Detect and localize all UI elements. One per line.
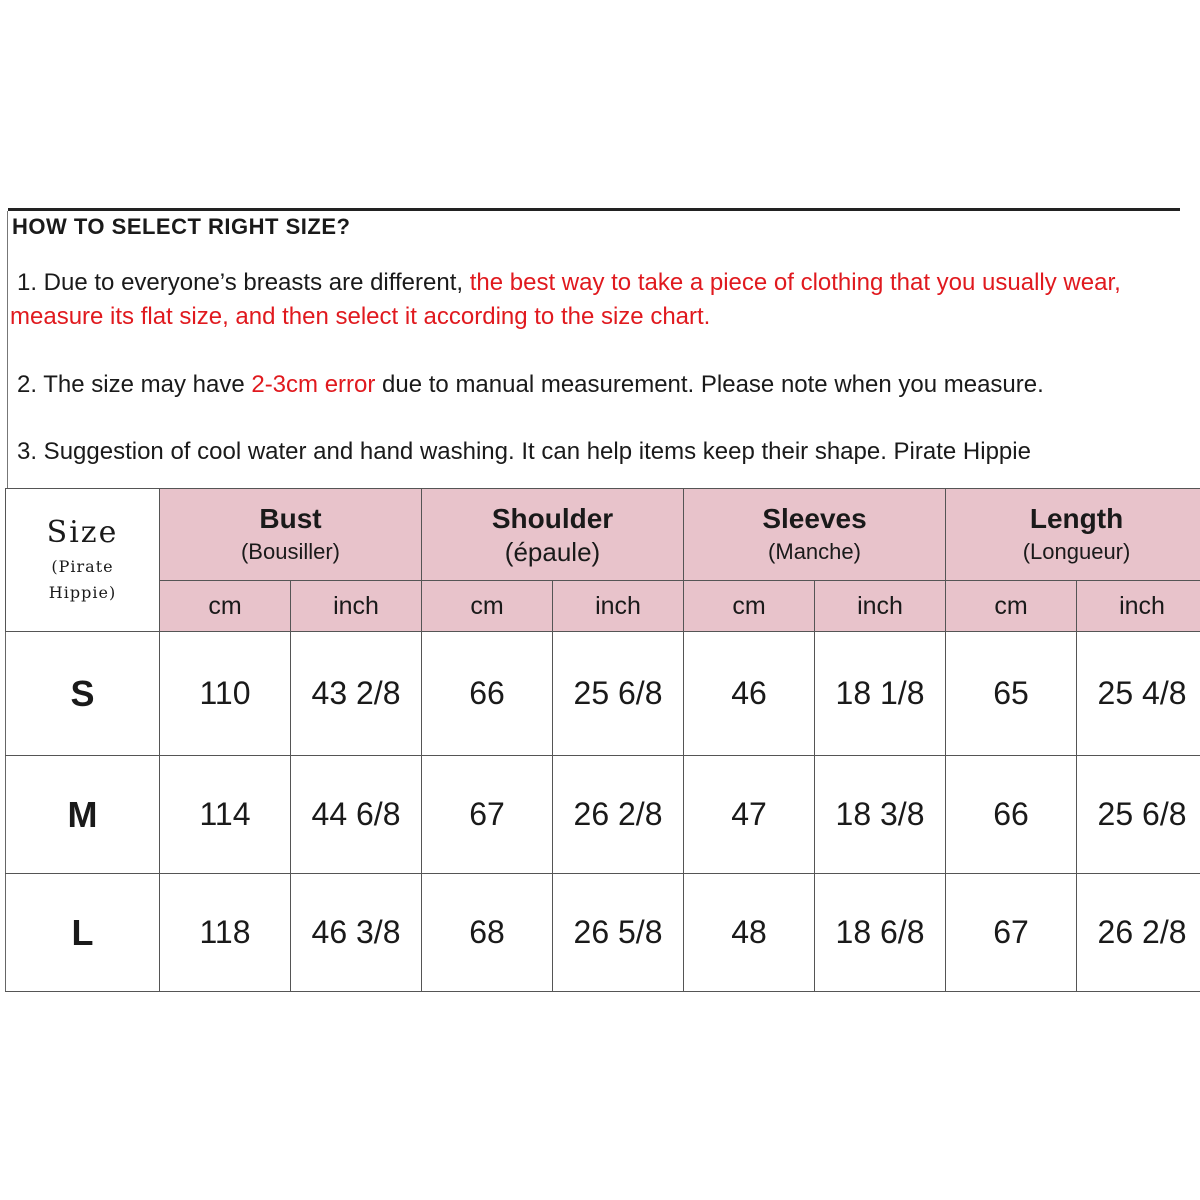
value-cell: 68 bbox=[422, 874, 553, 992]
value-cell: 47 bbox=[684, 756, 815, 874]
value-cell: 26 2/8 bbox=[1077, 874, 1200, 992]
value-cell: 110 bbox=[160, 632, 291, 756]
value-cell: 43 2/8 bbox=[291, 632, 422, 756]
unit-cm: cm bbox=[422, 581, 553, 632]
group-sub: (Manche) bbox=[768, 538, 861, 564]
header-row-groups bbox=[6, 489, 1200, 581]
value-cell: 114 bbox=[160, 756, 291, 874]
left-border bbox=[7, 211, 8, 489]
instruction-2-highlight: 2-3cm error bbox=[251, 371, 376, 398]
value-cell: 67 bbox=[946, 874, 1077, 992]
group-sub: (Bousiller) bbox=[240, 538, 341, 564]
group-name: Sleeves bbox=[762, 502, 867, 534]
group-sub: (Longueur) bbox=[1022, 538, 1131, 564]
value-cell: 48 bbox=[684, 874, 815, 992]
header-row-units bbox=[6, 581, 1200, 632]
value-cell: 65 bbox=[946, 632, 1077, 756]
unit-inch: inch bbox=[291, 581, 422, 632]
table-row bbox=[6, 874, 1200, 992]
group-name: Length bbox=[1029, 502, 1124, 534]
instruction-1-highlight-line2: measure its flat size, and then select it according to the size chart. bbox=[10, 303, 711, 330]
instruction-2-before: 2. The size may have bbox=[17, 371, 252, 398]
instruction-1 bbox=[10, 266, 1121, 334]
value-cell: 18 1/8 bbox=[815, 632, 946, 756]
instruction-3: 3. Suggestion of cool water and hand washing. It can help items keep their shape. Pirate Hippie bbox=[17, 438, 1031, 465]
value-cell: 18 6/8 bbox=[815, 874, 946, 992]
value-cell: 25 4/8 bbox=[1077, 632, 1200, 756]
instruction-2 bbox=[17, 368, 1044, 402]
size-label: M bbox=[6, 756, 160, 874]
value-cell: 26 2/8 bbox=[553, 756, 684, 874]
table-row bbox=[6, 756, 1200, 874]
size-header-sub-2: Hippie) bbox=[48, 582, 117, 602]
group-name: Bust bbox=[259, 502, 322, 534]
value-cell: 67 bbox=[422, 756, 553, 874]
group-header-sleeves bbox=[684, 489, 946, 581]
group-header-shoulder bbox=[422, 489, 684, 581]
group-header-bust bbox=[160, 489, 422, 581]
size-label: L bbox=[6, 874, 160, 992]
value-cell: 25 6/8 bbox=[553, 632, 684, 756]
unit-inch: inch bbox=[815, 581, 946, 632]
group-sub: (épaule) bbox=[504, 536, 601, 567]
unit-cm: cm bbox=[946, 581, 1077, 632]
value-cell: 44 6/8 bbox=[291, 756, 422, 874]
size-header-word: Size bbox=[46, 514, 119, 550]
instruction-1-highlight-line1: the best way to take a piece of clothing that you usually wear, bbox=[469, 269, 1121, 296]
value-cell: 46 bbox=[684, 632, 815, 756]
unit-inch: inch bbox=[1077, 581, 1200, 632]
size-chart-table bbox=[5, 488, 1200, 992]
unit-cm: cm bbox=[160, 581, 291, 632]
group-name: Shoulder bbox=[491, 502, 614, 534]
size-header-sub-1: (Pirate bbox=[51, 556, 114, 576]
value-cell: 25 6/8 bbox=[1077, 756, 1200, 874]
value-cell: 118 bbox=[160, 874, 291, 992]
size-header-cell bbox=[6, 489, 160, 632]
unit-cm: cm bbox=[684, 581, 815, 632]
unit-inch: inch bbox=[553, 581, 684, 632]
value-cell: 66 bbox=[422, 632, 553, 756]
group-header-length bbox=[946, 489, 1200, 581]
top-divider bbox=[8, 208, 1180, 211]
value-cell: 18 3/8 bbox=[815, 756, 946, 874]
value-cell: 26 5/8 bbox=[553, 874, 684, 992]
instruction-1-normal: 1. Due to everyone’s breasts are different, bbox=[17, 269, 470, 296]
page-title: HOW TO SELECT RIGHT SIZE? bbox=[12, 214, 351, 239]
size-label: S bbox=[6, 632, 160, 756]
value-cell: 66 bbox=[946, 756, 1077, 874]
value-cell: 46 3/8 bbox=[291, 874, 422, 992]
instruction-2-after: due to manual measurement. Please note when you measure. bbox=[375, 371, 1044, 398]
table-row bbox=[6, 632, 1200, 756]
